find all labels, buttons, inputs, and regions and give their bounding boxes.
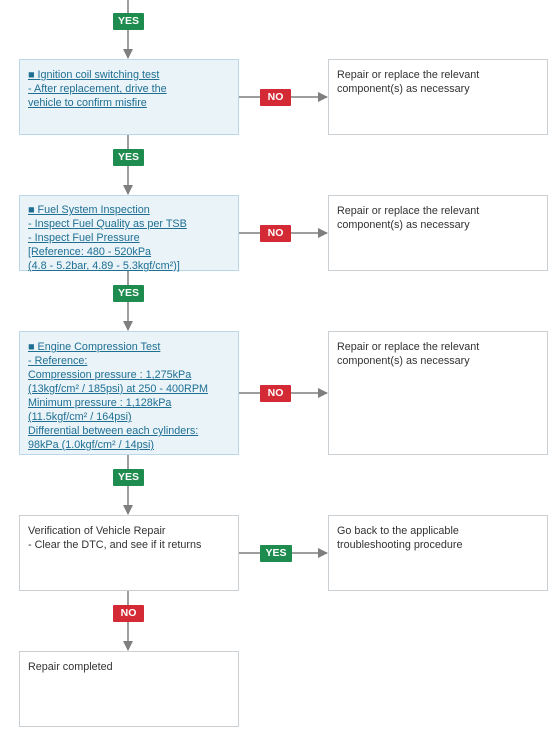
outcome2-line-1: Repair or replace the relevant bbox=[337, 205, 480, 217]
yes-badge-step2: YES bbox=[113, 285, 144, 302]
no-badge-step1: NO bbox=[260, 89, 291, 106]
no-badge-step2: NO bbox=[260, 225, 291, 242]
step3-line-6[interactable]: (11.5kgf/cm² / 164psi) bbox=[28, 411, 132, 423]
outcome4-line-2: troubleshooting procedure bbox=[337, 539, 463, 551]
step1-line-2[interactable]: - After replacement, drive the bbox=[28, 83, 167, 95]
yes-badge-step1: YES bbox=[113, 149, 144, 166]
step-fuel-system-inspection bbox=[19, 195, 239, 271]
step3-line-5[interactable]: Minimum pressure : 1,128kPa bbox=[28, 397, 172, 409]
step3-line-8[interactable]: 98kPa (1.0kgf/cm² / 14psi) bbox=[28, 439, 155, 451]
yes-badge-top: YES bbox=[113, 13, 144, 30]
outcome-go-back-troubleshooting bbox=[328, 515, 548, 591]
outcome3-line-2: component(s) as necessary bbox=[337, 355, 470, 367]
step1-line-3[interactable]: vehicle to confirm misfire bbox=[28, 97, 147, 109]
step1-line-1[interactable]: ■ Ignition coil switching test bbox=[28, 69, 160, 81]
step2-line-3[interactable]: - Inspect Fuel Pressure bbox=[28, 232, 140, 244]
outcome3-line-1: Repair or replace the relevant bbox=[337, 341, 480, 353]
step5-line-1: Repair completed bbox=[28, 661, 113, 673]
step3-line-1[interactable]: ■ Engine Compression Test bbox=[28, 341, 161, 353]
step3-line-2[interactable]: - Reference: bbox=[28, 355, 88, 367]
step-repair-completed bbox=[19, 651, 239, 727]
no-badge-step3: NO bbox=[260, 385, 291, 402]
step4-line-1: Verification of Vehicle Repair bbox=[28, 525, 166, 537]
outcome-repair-replace-3 bbox=[328, 331, 548, 455]
step2-line-4[interactable]: [Reference: 480 - 520kPa bbox=[28, 246, 152, 258]
outcome1-line-1: Repair or replace the relevant bbox=[337, 69, 480, 81]
step3-line-4[interactable]: (13kgf/cm² / 185psi) at 250 - 400RPM bbox=[28, 383, 209, 395]
no-badge-step4: NO bbox=[113, 605, 144, 622]
step4-line-2: - Clear the DTC, and see if it returns bbox=[28, 539, 202, 551]
yes-badge-step4: YES bbox=[260, 545, 292, 562]
outcome2-line-2: component(s) as necessary bbox=[337, 219, 470, 231]
step2-line-2[interactable]: - Inspect Fuel Quality as per TSB bbox=[28, 218, 187, 230]
step3-line-3[interactable]: Compression pressure : 1,275kPa bbox=[28, 369, 192, 381]
step2-line-1[interactable]: ■ Fuel System Inspection bbox=[28, 204, 150, 216]
step2-line-5[interactable]: (4.8 - 5.2bar, 4.89 - 5.3kgf/cm²)] bbox=[28, 260, 180, 272]
outcome4-line-1: Go back to the applicable bbox=[337, 525, 459, 537]
step3-line-7[interactable]: Differential between each cylinders: bbox=[28, 425, 199, 437]
outcome-repair-replace-2 bbox=[328, 195, 548, 271]
outcome1-line-2: component(s) as necessary bbox=[337, 83, 470, 95]
step-engine-compression-test bbox=[19, 331, 239, 455]
yes-badge-step3: YES bbox=[113, 469, 144, 486]
step-ignition-coil-test bbox=[19, 59, 239, 135]
outcome-repair-replace-1 bbox=[328, 59, 548, 135]
step-verification-of-repair bbox=[19, 515, 239, 591]
